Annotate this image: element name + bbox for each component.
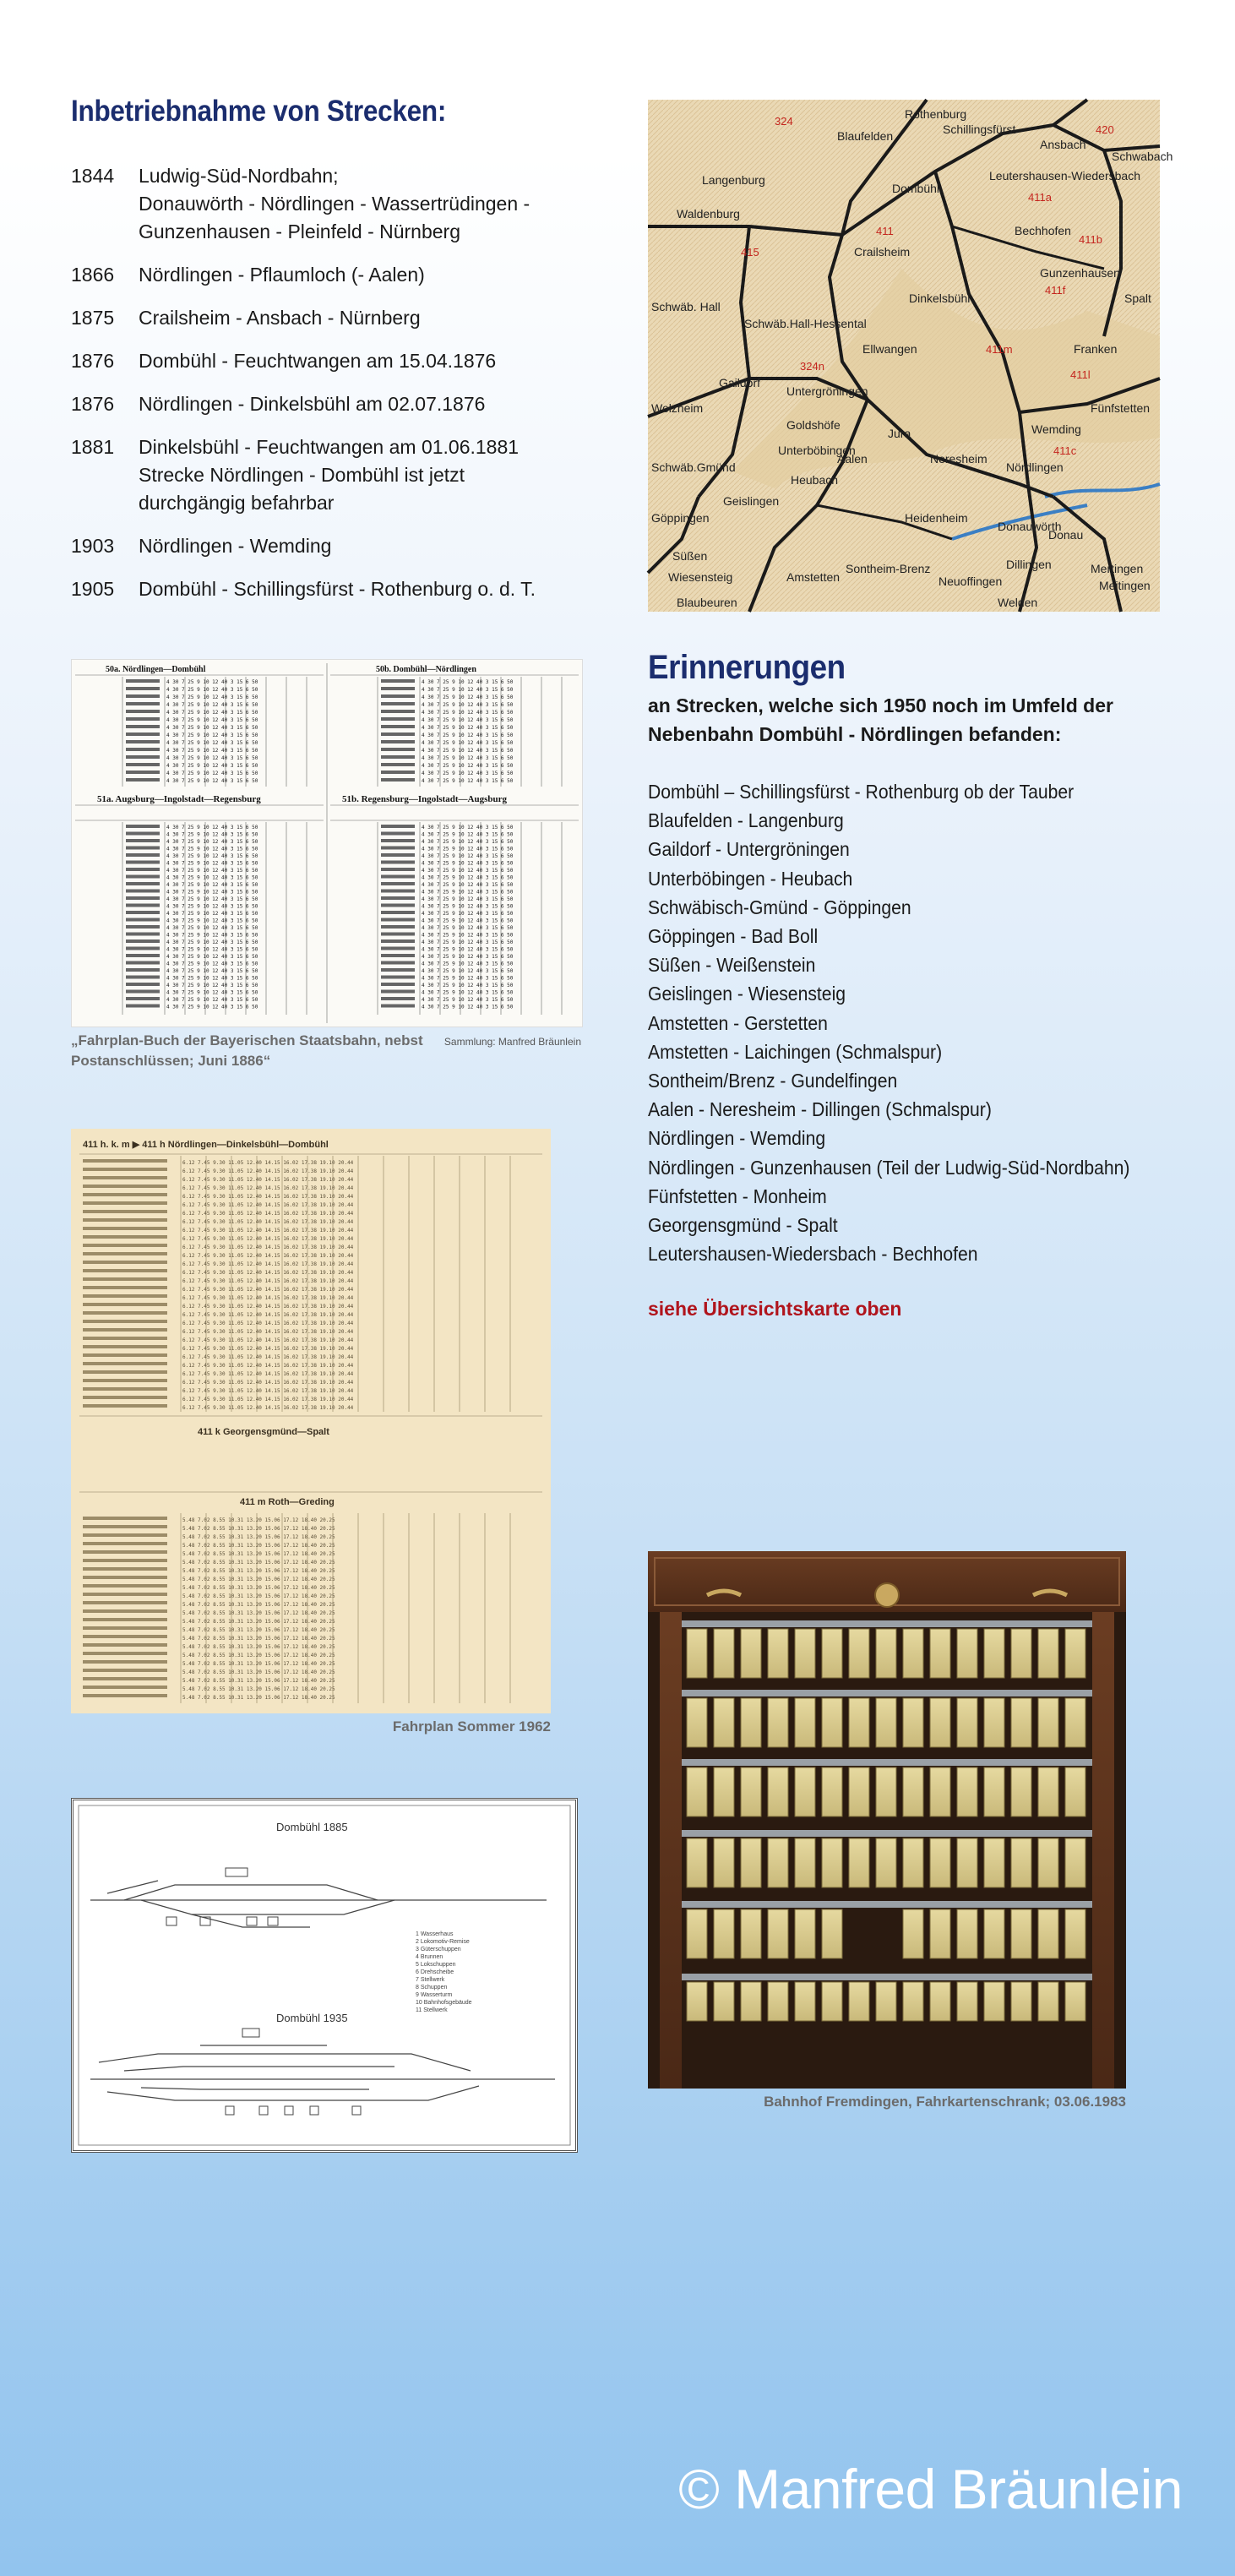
svg-text:5.48 7.02 8.55 10.31 13.20 1: 5.48 7.02 8.55 10.31 13.20 15.06 17.12 18.40 20.25 <box>182 1686 335 1692</box>
svg-text:6.12 7.45 9.30 11.05 12.40 1: 6.12 7.45 9.30 11.05 12.40 14.15 16.02 17.38 19.10 20.44 <box>182 1304 354 1310</box>
inbetriebnahme-list <box>71 162 595 618</box>
svg-text:6.12 7.45 9.30 11.05 12.40 1: 6.12 7.45 9.30 11.05 12.40 14.15 16.02 17.38 19.10 20.44 <box>182 1236 354 1242</box>
svg-text:4 30 7 25 9 10 12 40 3 15: 4 30 7 25 9 10 12 40 3 15 6 50 <box>166 694 258 700</box>
map-place-label: Sontheim-Brenz <box>846 562 931 575</box>
timeline-route-line: Dombühl - Schillingsfürst - Rothenburg o. d. T. <box>139 578 536 600</box>
svg-text:4 30 7 25 9 10 12 40 3 15: 4 30 7 25 9 10 12 40 3 15 6 50 <box>422 853 514 859</box>
svg-text:6.12 7.45 9.30 11.05 12.40 1: 6.12 7.45 9.30 11.05 12.40 14.15 16.02 17.38 19.10 20.44 <box>182 1244 354 1250</box>
svg-text:4 30 7 25 9 10 12 40 3 15: 4 30 7 25 9 10 12 40 3 15 6 50 <box>422 860 514 867</box>
svg-text:4 30 7 25 9 10 12 40 3 15: 4 30 7 25 9 10 12 40 3 15 6 50 <box>422 939 514 945</box>
svg-text:6.12 7.45 9.30 11.05 12.40 1: 6.12 7.45 9.30 11.05 12.40 14.15 16.02 17.38 19.10 20.44 <box>182 1219 354 1225</box>
svg-text:4 30 7 25 9 10 12 40 3 15: 4 30 7 25 9 10 12 40 3 15 6 50 <box>166 679 258 685</box>
map-place-label: Donau <box>1048 528 1084 542</box>
timeline-route-line: Nördlingen - Pflaumloch (- Aalen) <box>139 264 425 286</box>
map-route-number: 411 <box>876 225 894 237</box>
timetable-book-1886-image <box>71 659 583 1027</box>
track-plan-svg <box>73 1800 575 2150</box>
erinnerung-route-item: Göppingen - Bad Boll <box>648 925 819 948</box>
svg-text:6.12 7.45 9.30 11.05 12.40 1: 6.12 7.45 9.30 11.05 12.40 14.15 16.02 17.38 19.10 20.44 <box>182 1261 354 1267</box>
map-route-number: 324 <box>775 115 793 128</box>
svg-text:4 30 7 25 9 10 12 40 3 15: 4 30 7 25 9 10 12 40 3 15 6 50 <box>166 839 258 845</box>
map-route-number: 420 <box>1096 123 1114 136</box>
tt1-right-header: 51b. Regensburg—Ingolstadt—Augsburg <box>342 794 507 804</box>
map-place-label: Aalen <box>837 452 868 466</box>
track-plan-legend-item: 6 Drehscheibe <box>416 1969 454 1975</box>
svg-text:6.12 7.45 9.30 11.05 12.40 1: 6.12 7.45 9.30 11.05 12.40 14.15 16.02 17.38 19.10 20.44 <box>182 1160 354 1166</box>
svg-text:5.48 7.02 8.55 10.31 13.20 1: 5.48 7.02 8.55 10.31 13.20 15.06 17.12 18.40 20.25 <box>182 1653 335 1658</box>
map-place-label: Gunzenhausen <box>1040 266 1120 280</box>
map-place-label: Heubach <box>791 473 839 487</box>
svg-text:4 30 7 25 9 10 12 40 3 15: 4 30 7 25 9 10 12 40 3 15 6 50 <box>166 889 258 896</box>
tt1-left-header: 51a. Augsburg—Ingolstadt—Regensburg <box>97 794 261 804</box>
svg-text:4 30 7 25 9 10 12 40 3 15: 4 30 7 25 9 10 12 40 3 15 6 50 <box>166 997 258 1003</box>
svg-text:4 30 7 25 9 10 12 40 3 15: 4 30 7 25 9 10 12 40 3 15 6 50 <box>422 975 514 982</box>
svg-text:4 30 7 25 9 10 12 40 3 15: 4 30 7 25 9 10 12 40 3 15 6 50 <box>422 874 514 881</box>
timeline-route-line: Crailsheim - Ansbach - Nürnberg <box>139 307 421 329</box>
map-place-label: Schwabach <box>1112 150 1173 163</box>
svg-text:6.12 7.45 9.30 11.05 12.40 1: 6.12 7.45 9.30 11.05 12.40 14.15 16.02 17.38 19.10 20.44 <box>182 1354 354 1360</box>
svg-text:4 30 7 25 9 10 12 40 3 15: 4 30 7 25 9 10 12 40 3 15 6 50 <box>422 771 514 776</box>
svg-text:6.12 7.45 9.30 11.05 12.40 1: 6.12 7.45 9.30 11.05 12.40 14.15 16.02 17.38 19.10 20.44 <box>182 1185 354 1191</box>
svg-text:4 30 7 25 9 10 12 40 3 15: 4 30 7 25 9 10 12 40 3 15 6 50 <box>166 1004 258 1010</box>
erinnerung-route-item: Nördlingen - Gunzenhausen (Teil der Ludwig-Süd-Nordbahn) <box>648 1156 1130 1179</box>
svg-text:4 30 7 25 9 10 12 40 3 15: 4 30 7 25 9 10 12 40 3 15 6 50 <box>166 748 258 754</box>
svg-text:4 30 7 25 9 10 12 40 3 15: 4 30 7 25 9 10 12 40 3 15 6 50 <box>422 925 514 931</box>
svg-text:6.12 7.45 9.30 11.05 12.40 1: 6.12 7.45 9.30 11.05 12.40 14.15 16.02 17.38 19.10 20.44 <box>182 1228 354 1234</box>
map-route-number: 324n <box>800 360 824 373</box>
map-place-label: Neresheim <box>930 452 987 466</box>
map-place-label: Heidenheim <box>905 511 968 525</box>
ticket-cabinet-caption: Bahnhof Fremdingen, Fahrkartenschrank; 03.06.1983 <box>764 2094 1126 2110</box>
track-plan-1935-title: Dombühl 1935 <box>276 2012 348 2024</box>
svg-text:4 30 7 25 9 10 12 40 3 15: 4 30 7 25 9 10 12 40 3 15 6 50 <box>166 725 258 731</box>
svg-text:4 30 7 25 9 10 12 40 3 15: 4 30 7 25 9 10 12 40 3 15 6 50 <box>166 732 258 738</box>
svg-text:4 30 7 25 9 10 12 40 3 15: 4 30 7 25 9 10 12 40 3 15 6 50 <box>422 717 514 723</box>
svg-text:4 30 7 25 9 10 12 40 3 15: 4 30 7 25 9 10 12 40 3 15 6 50 <box>166 860 258 867</box>
svg-text:6.12 7.45 9.30 11.05 12.40 1: 6.12 7.45 9.30 11.05 12.40 14.15 16.02 17.38 19.10 20.44 <box>182 1388 354 1394</box>
timeline-route-line: Nördlingen - Dinkelsbühl am 02.07.1876 <box>139 393 486 415</box>
track-plan-legend-item: 5 Lokschuppen <box>416 1962 456 1968</box>
svg-text:4 30 7 25 9 10 12 40 3 15: 4 30 7 25 9 10 12 40 3 15 6 50 <box>422 725 514 731</box>
svg-text:4 30 7 25 9 10 12 40 3 15: 4 30 7 25 9 10 12 40 3 15 6 50 <box>422 748 514 754</box>
map-route-number: 411f <box>1045 284 1066 297</box>
timeline-year: 1876 <box>71 393 115 415</box>
track-plan-legend-item: 8 Schuppen <box>416 1985 448 1991</box>
svg-text:5.48 7.02 8.55 10.31 13.20 1: 5.48 7.02 8.55 10.31 13.20 15.06 17.12 18.40 20.25 <box>182 1568 335 1574</box>
svg-text:5.48 7.02 8.55 10.31 13.20 1: 5.48 7.02 8.55 10.31 13.20 15.06 17.12 18.40 20.25 <box>182 1585 335 1591</box>
timeline-entry <box>71 304 595 332</box>
track-plan-legend-item: 4 Brunnen <box>416 1954 443 1960</box>
map-place-label: Blaubeuren <box>677 596 737 609</box>
svg-text:4 30 7 25 9 10 12 40 3 15: 4 30 7 25 9 10 12 40 3 15 6 50 <box>422 825 514 831</box>
map-place-label: Geislingen <box>723 494 780 508</box>
svg-text:6.12 7.45 9.30 11.05 12.40 1: 6.12 7.45 9.30 11.05 12.40 14.15 16.02 17.38 19.10 20.44 <box>182 1295 354 1301</box>
svg-text:4 30 7 25 9 10 12 40 3 15: 4 30 7 25 9 10 12 40 3 15 6 50 <box>166 983 258 988</box>
svg-text:4 30 7 25 9 10 12 40 3 15: 4 30 7 25 9 10 12 40 3 15 6 50 <box>422 839 514 845</box>
svg-text:6.12 7.45 9.30 11.05 12.40 1: 6.12 7.45 9.30 11.05 12.40 14.15 16.02 17.38 19.10 20.44 <box>182 1321 354 1326</box>
map-place-label: Blaufelden <box>837 129 894 143</box>
svg-text:4 30 7 25 9 10 12 40 3 15: 4 30 7 25 9 10 12 40 3 15 6 50 <box>166 882 258 888</box>
map-place-label: Ansbach <box>1040 138 1086 151</box>
erinnerung-route-item: Leutershausen-Wiedersbach - Bechhofen <box>648 1243 978 1266</box>
timeline-route-line: Donauwörth - Nördlingen - Wassertrüdingen - <box>139 193 530 215</box>
track-plan-legend-item: 9 Wasserturm <box>416 1992 453 1998</box>
inbetriebnahme-title: Inbetriebnahme von Strecken: <box>71 95 447 128</box>
svg-text:6.12 7.45 9.30 11.05 12.40 1: 6.12 7.45 9.30 11.05 12.40 14.15 16.02 17.38 19.10 20.44 <box>182 1405 354 1411</box>
svg-text:4 30 7 25 9 10 12 40 3 15: 4 30 7 25 9 10 12 40 3 15 6 50 <box>166 702 258 708</box>
erinnerung-route-item: Aalen - Neresheim - Dillingen (Schmalspur) <box>648 1098 992 1121</box>
erinnerung-route-item: Nördlingen - Wemding <box>648 1127 826 1150</box>
timeline-route-line: Dinkelsbühl - Feuchtwangen am 01.06.1881 <box>139 436 520 458</box>
map-place-label: Waldenburg <box>677 207 740 221</box>
map-route-number: 411a <box>1028 191 1052 204</box>
svg-text:4 30 7 25 9 10 12 40 3 15: 4 30 7 25 9 10 12 40 3 15 6 50 <box>166 825 258 831</box>
timeline-year: 1903 <box>71 535 115 557</box>
svg-text:6.12 7.45 9.30 11.05 12.40 1: 6.12 7.45 9.30 11.05 12.40 14.15 16.02 17.38 19.10 20.44 <box>182 1380 354 1386</box>
svg-text:4 30 7 25 9 10 12 40 3 15: 4 30 7 25 9 10 12 40 3 15 6 50 <box>166 717 258 723</box>
svg-text:6.12 7.45 9.30 11.05 12.40 1: 6.12 7.45 9.30 11.05 12.40 14.15 16.02 17.38 19.10 20.44 <box>182 1287 354 1293</box>
svg-text:4 30 7 25 9 10 12 40 3 15: 4 30 7 25 9 10 12 40 3 15 6 50 <box>166 975 258 982</box>
svg-text:4 30 7 25 9 10 12 40 3 15: 4 30 7 25 9 10 12 40 3 15 6 50 <box>422 763 514 769</box>
map-place-label: Spalt <box>1124 291 1151 305</box>
timeline-route-line: durchgängig befahrbar <box>139 492 335 514</box>
map-route-number: 411c <box>1053 444 1077 457</box>
svg-text:4 30 7 25 9 10 12 40 3 15: 4 30 7 25 9 10 12 40 3 15 6 50 <box>166 925 258 931</box>
svg-text:4 30 7 25 9 10 12 40 3 15: 4 30 7 25 9 10 12 40 3 15 6 50 <box>166 778 258 784</box>
svg-text:6.12 7.45 9.30 11.05 12.40 1: 6.12 7.45 9.30 11.05 12.40 14.15 16.02 17.38 19.10 20.44 <box>182 1194 354 1200</box>
svg-text:5.48 7.02 8.55 10.31 13.20 1: 5.48 7.02 8.55 10.31 13.20 15.06 17.12 18.40 20.25 <box>182 1517 335 1523</box>
timeline-route <box>139 532 595 560</box>
svg-text:6.12 7.45 9.30 11.05 12.40 1: 6.12 7.45 9.30 11.05 12.40 14.15 16.02 17.38 19.10 20.44 <box>182 1363 354 1369</box>
map-place-label: Schwäb.Gmünd <box>651 460 736 474</box>
svg-text:4 30 7 25 9 10 12 40 3 15: 4 30 7 25 9 10 12 40 3 15 6 50 <box>166 874 258 881</box>
track-plan-1885-title: Dombühl 1885 <box>276 1821 348 1833</box>
map-place-label: Leutershausen-Wiedersbach <box>989 169 1140 182</box>
svg-text:4 30 7 25 9 10 12 40 3 15: 4 30 7 25 9 10 12 40 3 15 6 50 <box>422 732 514 738</box>
svg-text:4 30 7 25 9 10 12 40 3 15: 4 30 7 25 9 10 12 40 3 15 6 50 <box>422 903 514 910</box>
svg-text:5.48 7.02 8.55 10.31 13.20 1: 5.48 7.02 8.55 10.31 13.20 15.06 17.12 18.40 20.25 <box>182 1661 335 1667</box>
erinnerung-route-item: Gaildorf - Untergröningen <box>648 838 850 861</box>
svg-text:6.12 7.45 9.30 11.05 12.40 1: 6.12 7.45 9.30 11.05 12.40 14.15 16.02 17.38 19.10 20.44 <box>182 1177 354 1183</box>
svg-text:4 30 7 25 9 10 12 40 3 15: 4 30 7 25 9 10 12 40 3 15 6 50 <box>166 853 258 859</box>
ticket-cabinet-svg <box>648 1551 1126 2089</box>
svg-text:6.12 7.45 9.30 11.05 12.40 1: 6.12 7.45 9.30 11.05 12.40 14.15 16.02 17.38 19.10 20.44 <box>182 1278 354 1284</box>
erinnerung-route-item: Fünfstetten - Monheim <box>648 1185 827 1207</box>
svg-text:4 30 7 25 9 10 12 40 3 15: 4 30 7 25 9 10 12 40 3 15 6 50 <box>166 903 258 910</box>
tt2-header3: 411 m Roth—Greding <box>240 1497 335 1507</box>
timeline-route <box>139 304 595 332</box>
map-place-label: Unterböbingen <box>778 444 856 457</box>
map-place-label: Rothenburg <box>905 107 967 121</box>
svg-text:4 30 7 25 9 10 12 40 3 15: 4 30 7 25 9 10 12 40 3 15 6 50 <box>422 687 514 693</box>
map-place-label: Mertingen <box>1091 562 1144 575</box>
svg-text:4 30 7 25 9 10 12 40 3 15: 4 30 7 25 9 10 12 40 3 15 6 50 <box>422 740 514 746</box>
tt2-header1: 411 h. k. m ▶ 411 h Nördlingen—Dinkelsbühl—Dombühl <box>83 1140 329 1150</box>
svg-text:4 30 7 25 9 10 12 40 3 15: 4 30 7 25 9 10 12 40 3 15 6 50 <box>166 868 258 874</box>
svg-text:4 30 7 25 9 10 12 40 3 15: 4 30 7 25 9 10 12 40 3 15 6 50 <box>166 755 258 761</box>
svg-text:6.12 7.45 9.30 11.05 12.40 1: 6.12 7.45 9.30 11.05 12.40 14.15 16.02 17.38 19.10 20.44 <box>182 1202 354 1208</box>
timetable-book-credit: Sammlung: Manfred Bräunlein <box>443 1036 581 1048</box>
map-route-number: 411b <box>1079 233 1102 246</box>
timeline-entry <box>71 261 595 289</box>
map-place-label: Amstetten <box>786 570 841 584</box>
timeline-year: 1844 <box>71 165 115 187</box>
map-place-label: Dinkelsbühl <box>909 291 971 305</box>
timeline-year: 1866 <box>71 264 115 286</box>
svg-text:4 30 7 25 9 10 12 40 3 15: 4 30 7 25 9 10 12 40 3 15 6 50 <box>166 687 258 693</box>
svg-text:6.12 7.45 9.30 11.05 12.40 1: 6.12 7.45 9.30 11.05 12.40 14.15 16.02 17.38 19.10 20.44 <box>182 1312 354 1318</box>
svg-text:4 30 7 25 9 10 12 40 3 15: 4 30 7 25 9 10 12 40 3 15 6 50 <box>422 918 514 924</box>
timeline-year: 1875 <box>71 307 115 329</box>
svg-text:5.48 7.02 8.55 10.31 13.20 1: 5.48 7.02 8.55 10.31 13.20 15.06 17.12 18.40 20.25 <box>182 1577 335 1582</box>
svg-text:5.48 7.02 8.55 10.31 13.20 1: 5.48 7.02 8.55 10.31 13.20 15.06 17.12 18.40 20.25 <box>182 1636 335 1642</box>
timeline-route <box>139 261 595 289</box>
svg-text:4 30 7 25 9 10 12 40 3 15: 4 30 7 25 9 10 12 40 3 15 6 50 <box>422 896 514 902</box>
map-place-label: Nördlingen <box>1006 460 1064 474</box>
erinnerungen-subtitle: an Strecken, welche sich 1950 noch im Umfeld der Nebenbahn Dombühl - Nördlingen befanden: <box>648 694 1113 745</box>
svg-text:4 30 7 25 9 10 12 40 3 15: 4 30 7 25 9 10 12 40 3 15 6 50 <box>422 911 514 917</box>
svg-text:4 30 7 25 9 10 12 40 3 15: 4 30 7 25 9 10 12 40 3 15 6 50 <box>422 882 514 888</box>
map-place-label: Neuoffingen <box>938 575 1003 588</box>
timeline-entry <box>71 575 595 603</box>
map-route-number: 411m <box>986 343 1013 356</box>
tt1-top-left-header: 50a. Nördlingen—Dombühl <box>106 665 206 674</box>
svg-text:6.12 7.45 9.30 11.05 12.40 1: 6.12 7.45 9.30 11.05 12.40 14.15 16.02 17.38 19.10 20.44 <box>182 1168 354 1174</box>
track-plan-legend-item: 1 Wasserhaus <box>416 1931 454 1937</box>
svg-text:4 30 7 25 9 10 12 40 3 15: 4 30 7 25 9 10 12 40 3 15 6 50 <box>422 889 514 896</box>
svg-text:6.12 7.45 9.30 11.05 12.40 1: 6.12 7.45 9.30 11.05 12.40 14.15 16.02 17.38 19.10 20.44 <box>182 1346 354 1352</box>
svg-text:4 30 7 25 9 10 12 40 3 15: 4 30 7 25 9 10 12 40 3 15 6 50 <box>422 694 514 700</box>
svg-text:5.48 7.02 8.55 10.31 13.20 1: 5.48 7.02 8.55 10.31 13.20 15.06 17.12 18.40 20.25 <box>182 1551 335 1557</box>
timeline-route-line: Ludwig-Süd-Nordbahn; <box>139 165 339 187</box>
svg-text:4 30 7 25 9 10 12 40 3 15: 4 30 7 25 9 10 12 40 3 15 6 50 <box>422 831 514 838</box>
track-plan-dombuehl-image <box>71 1798 578 2153</box>
map-place-label: Göppingen <box>651 511 710 525</box>
erinnerung-route-item: Georgensgmünd - Spalt <box>648 1214 838 1237</box>
timeline-route <box>139 433 595 517</box>
svg-text:5.48 7.02 8.55 10.31 13.20 1: 5.48 7.02 8.55 10.31 13.20 15.06 17.12 18.40 20.25 <box>182 1534 335 1540</box>
svg-text:6.12 7.45 9.30 11.05 12.40 1: 6.12 7.45 9.30 11.05 12.40 14.15 16.02 17.38 19.10 20.44 <box>182 1371 354 1377</box>
svg-text:4 30 7 25 9 10 12 40 3 15: 4 30 7 25 9 10 12 40 3 15 6 50 <box>422 679 514 685</box>
timeline-route-line: Dombühl - Feuchtwangen am 15.04.1876 <box>139 350 497 372</box>
timeline-route-line: Gunzenhausen - Pleinfeld - Nürnberg <box>139 221 461 242</box>
svg-text:6.12 7.45 9.30 11.05 12.40 1: 6.12 7.45 9.30 11.05 12.40 14.15 16.02 17.38 19.10 20.44 <box>182 1397 354 1402</box>
erinnerung-route-item: Blaufelden - Langenburg <box>648 809 844 832</box>
timetable-book-caption: „Fahrplan-Buch der Bayerischen Staatsbahn, nebst Postanschlüssen; Juni 1886“ <box>71 1032 423 1069</box>
timetable-1962-svg <box>71 1129 551 1713</box>
svg-text:4 30 7 25 9 10 12 40 3 15: 4 30 7 25 9 10 12 40 3 15 6 50 <box>422 702 514 708</box>
timetable-1962-image <box>71 1129 551 1713</box>
map-place-label: Ellwangen <box>862 342 917 356</box>
svg-text:4 30 7 25 9 10 12 40 3 15: 4 30 7 25 9 10 12 40 3 15 6 50 <box>166 961 258 967</box>
track-plan-legend-item: 11 Stellwerk <box>416 2007 448 2013</box>
svg-text:6.12 7.45 9.30 11.05 12.40 1: 6.12 7.45 9.30 11.05 12.40 14.15 16.02 17.38 19.10 20.44 <box>182 1270 354 1276</box>
svg-text:4 30 7 25 9 10 12 40 3 15: 4 30 7 25 9 10 12 40 3 15 6 50 <box>422 997 514 1003</box>
svg-text:5.48 7.02 8.55 10.31 13.20 1: 5.48 7.02 8.55 10.31 13.20 15.06 17.12 18.40 20.25 <box>182 1695 335 1701</box>
overview-map-link[interactable]: siehe Übersichtskarte oben <box>648 1298 902 1320</box>
erinnerung-route-item: Geislingen - Wiesensteig <box>648 983 846 1005</box>
erinnerung-route-item: Dombühl – Schillingsfürst - Rothenburg ob der Tauber <box>648 781 1075 803</box>
svg-text:4 30 7 25 9 10 12 40 3 15: 4 30 7 25 9 10 12 40 3 15 6 50 <box>422 983 514 988</box>
track-plan-legend-item: 3 Güterschuppen <box>416 1947 461 1952</box>
erinnerung-route-item: Süßen - Weißenstein <box>648 954 816 977</box>
svg-text:4 30 7 25 9 10 12 40 3 15: 4 30 7 25 9 10 12 40 3 15 6 50 <box>422 946 514 953</box>
timeline-year: 1881 <box>71 436 115 458</box>
svg-text:5.48 7.02 8.55 10.31 13.20 1: 5.48 7.02 8.55 10.31 13.20 15.06 17.12 18.40 20.25 <box>182 1678 335 1684</box>
timeline-entry <box>71 532 595 560</box>
svg-text:5.48 7.02 8.55 10.31 13.20 1: 5.48 7.02 8.55 10.31 13.20 15.06 17.12 18.40 20.25 <box>182 1644 335 1650</box>
erinnerungen-list <box>648 777 1205 1268</box>
map-place-label: Süßen <box>672 549 708 563</box>
svg-text:5.48 7.02 8.55 10.31 13.20 1: 5.48 7.02 8.55 10.31 13.20 15.06 17.12 18.40 20.25 <box>182 1627 335 1633</box>
svg-text:4 30 7 25 9 10 12 40 3 15: 4 30 7 25 9 10 12 40 3 15 6 50 <box>166 968 258 974</box>
map-place-label: Schillingsfürst <box>943 123 1016 136</box>
map-place-label: Crailsheim <box>854 245 911 259</box>
timeline-route <box>139 390 595 418</box>
copyright-notice: © Manfred Bräunlein <box>678 2458 1183 2520</box>
tt2-header2: 411 k Georgensgmünd—Spalt <box>198 1427 329 1437</box>
svg-text:4 30 7 25 9 10 12 40 3 15: 4 30 7 25 9 10 12 40 3 15 6 50 <box>166 740 258 746</box>
timeline-entry <box>71 162 595 246</box>
svg-text:5.48 7.02 8.55 10.31 13.20 1: 5.48 7.02 8.55 10.31 13.20 15.06 17.12 18.40 20.25 <box>182 1543 335 1549</box>
map-place-label: Fünfstetten <box>1091 401 1151 415</box>
svg-text:6.12 7.45 9.30 11.05 12.40 1: 6.12 7.45 9.30 11.05 12.40 14.15 16.02 17.38 19.10 20.44 <box>182 1253 354 1259</box>
svg-text:5.48 7.02 8.55 10.31 13.20 1: 5.48 7.02 8.55 10.31 13.20 15.06 17.12 18.40 20.25 <box>182 1669 335 1675</box>
svg-text:5.48 7.02 8.55 10.31 13.20 1: 5.48 7.02 8.55 10.31 13.20 15.06 17.12 18.40 20.25 <box>182 1526 335 1532</box>
svg-text:4 30 7 25 9 10 12 40 3 15: 4 30 7 25 9 10 12 40 3 15 6 50 <box>166 710 258 716</box>
erinnerung-route-item: Unterböbingen - Heubach <box>648 867 853 890</box>
timeline-entry <box>71 347 595 375</box>
svg-text:5.48 7.02 8.55 10.31 13.20 1: 5.48 7.02 8.55 10.31 13.20 15.06 17.12 18.40 20.25 <box>182 1593 335 1599</box>
track-plan-legend-item: 10 Bahnhofsgebäude <box>416 2000 472 2006</box>
svg-text:6.12 7.45 9.30 11.05 12.40 1: 6.12 7.45 9.30 11.05 12.40 14.15 16.02 17.38 19.10 20.44 <box>182 1337 354 1343</box>
svg-text:5.48 7.02 8.55 10.31 13.20 1: 5.48 7.02 8.55 10.31 13.20 15.06 17.12 18.40 20.25 <box>182 1560 335 1566</box>
svg-text:4 30 7 25 9 10 12 40 3 15: 4 30 7 25 9 10 12 40 3 15 6 50 <box>422 932 514 939</box>
map-place-label: Wemding <box>1031 422 1081 436</box>
svg-text:4 30 7 25 9 10 12 40 3 15: 4 30 7 25 9 10 12 40 3 15 6 50 <box>166 954 258 960</box>
map-place-label: Meitingen <box>1099 579 1151 592</box>
map-route-number: 415 <box>741 246 759 259</box>
erinnerung-route-item: Schwäbisch-Gmünd - Göppingen <box>648 896 911 918</box>
route-map-svg <box>648 100 1173 612</box>
map-place-label: Wiesensteig <box>668 570 733 584</box>
timeline-route <box>139 162 595 246</box>
svg-text:4 30 7 25 9 10 12 40 3 15: 4 30 7 25 9 10 12 40 3 15 6 50 <box>166 846 258 852</box>
svg-text:4 30 7 25 9 10 12 40 3 15: 4 30 7 25 9 10 12 40 3 15 6 50 <box>422 961 514 967</box>
track-plan-legend-item: 2 Lokomotiv-Remise <box>416 1939 470 1945</box>
svg-text:4 30 7 25 9 10 12 40 3 15: 4 30 7 25 9 10 12 40 3 15 6 50 <box>166 771 258 776</box>
track-plan-legend-item: 7 Stellwerk <box>416 1977 445 1983</box>
map-place-label: Dillingen <box>1006 558 1052 571</box>
map-place-label: Schwäb. Hall <box>651 300 721 313</box>
map-place-label: Welzheim <box>651 401 704 415</box>
map-place-label: Schwäb.Hall-Hessental <box>744 317 867 330</box>
timetable-1886-svg <box>72 660 582 1027</box>
timeline-entry <box>71 433 595 517</box>
svg-text:4 30 7 25 9 10 12 40 3 15: 4 30 7 25 9 10 12 40 3 15 6 50 <box>422 846 514 852</box>
map-place-label: Welden <box>998 596 1038 609</box>
svg-text:4 30 7 25 9 10 12 40 3 15: 4 30 7 25 9 10 12 40 3 15 6 50 <box>166 911 258 917</box>
svg-text:4 30 7 25 9 10 12 40 3 15: 4 30 7 25 9 10 12 40 3 15 6 50 <box>166 946 258 953</box>
map-place-label: Untergröningen <box>786 384 868 398</box>
svg-text:4 30 7 25 9 10 12 40 3 15: 4 30 7 25 9 10 12 40 3 15 6 50 <box>166 989 258 996</box>
timetable-1962-caption: Fahrplan Sommer 1962 <box>392 1718 551 1735</box>
route-map-image <box>648 100 1173 612</box>
svg-text:6.12 7.45 9.30 11.05 12.40 1: 6.12 7.45 9.30 11.05 12.40 14.15 16.02 17.38 19.10 20.44 <box>182 1329 354 1335</box>
svg-text:6.12 7.45 9.30 11.05 12.40 1: 6.12 7.45 9.30 11.05 12.40 14.15 16.02 17.38 19.10 20.44 <box>182 1211 354 1217</box>
svg-text:4 30 7 25 9 10 12 40 3 15: 4 30 7 25 9 10 12 40 3 15 6 50 <box>166 831 258 838</box>
svg-text:4 30 7 25 9 10 12 40 3 15: 4 30 7 25 9 10 12 40 3 15 6 50 <box>422 755 514 761</box>
svg-text:4 30 7 25 9 10 12 40 3 15: 4 30 7 25 9 10 12 40 3 15 6 50 <box>166 932 258 939</box>
map-place-label: Jura <box>888 427 911 440</box>
erinnerung-route-item: Amstetten - Laichingen (Schmalspur) <box>648 1040 943 1063</box>
svg-text:4 30 7 25 9 10 12 40 3 15: 4 30 7 25 9 10 12 40 3 15 6 50 <box>422 968 514 974</box>
map-place-label: Donauwörth <box>998 520 1062 533</box>
timeline-route-line: Nördlingen - Wemding <box>139 535 332 557</box>
svg-text:4 30 7 25 9 10 12 40 3 15: 4 30 7 25 9 10 12 40 3 15 6 50 <box>166 939 258 945</box>
svg-text:4 30 7 25 9 10 12 40 3 15: 4 30 7 25 9 10 12 40 3 15 6 50 <box>166 763 258 769</box>
map-place-label: Gaildorf <box>719 376 761 389</box>
map-place-label: Langenburg <box>702 173 765 187</box>
svg-text:4 30 7 25 9 10 12 40 3 15: 4 30 7 25 9 10 12 40 3 15 6 50 <box>422 989 514 996</box>
map-place-label: Dombühl <box>892 182 940 195</box>
map-place-label: Bechhofen <box>1015 224 1071 237</box>
timeline-route <box>139 575 595 603</box>
svg-text:4 30 7 25 9 10 12 40 3 15: 4 30 7 25 9 10 12 40 3 15 6 50 <box>166 896 258 902</box>
svg-text:4 30 7 25 9 10 12 40 3 15: 4 30 7 25 9 10 12 40 3 15 6 50 <box>422 710 514 716</box>
erinnerung-route-item: Sontheim/Brenz - Gundelfingen <box>648 1070 898 1092</box>
timeline-year: 1905 <box>71 578 115 600</box>
svg-text:4 30 7 25 9 10 12 40 3 15: 4 30 7 25 9 10 12 40 3 15 6 50 <box>422 954 514 960</box>
ticket-cabinet-photo <box>648 1551 1126 2089</box>
svg-text:4 30 7 25 9 10 12 40 3 15: 4 30 7 25 9 10 12 40 3 15 6 50 <box>166 918 258 924</box>
tt1-top-right-header: 50b. Dombühl—Nördlingen <box>376 665 476 674</box>
map-place-label: Goldshöfe <box>786 418 841 432</box>
svg-text:4 30 7 25 9 10 12 40 3 15: 4 30 7 25 9 10 12 40 3 15 6 50 <box>422 868 514 874</box>
timeline-route <box>139 347 595 375</box>
erinnerung-route-item: Amstetten - Gerstetten <box>648 1011 828 1034</box>
timeline-route-line: Strecke Nördlingen - Dombühl ist jetzt <box>139 464 465 486</box>
svg-text:5.48 7.02 8.55 10.31 13.20 1: 5.48 7.02 8.55 10.31 13.20 15.06 17.12 18.40 20.25 <box>182 1619 335 1625</box>
timeline-entry <box>71 390 595 418</box>
erinnerungen-title: Erinnerungen <box>648 649 846 686</box>
svg-text:4 30 7 25 9 10 12 40 3 15: 4 30 7 25 9 10 12 40 3 15 6 50 <box>422 778 514 784</box>
map-route-number: 411l <box>1070 368 1091 381</box>
svg-text:5.48 7.02 8.55 10.31 13.20 1: 5.48 7.02 8.55 10.31 13.20 15.06 17.12 18.40 20.25 <box>182 1610 335 1616</box>
map-place-label: Franken <box>1074 342 1118 356</box>
timeline-year: 1876 <box>71 350 115 372</box>
svg-text:5.48 7.02 8.55 10.31 13.20 1: 5.48 7.02 8.55 10.31 13.20 15.06 17.12 18.40 20.25 <box>182 1602 335 1608</box>
svg-text:4 30 7 25 9 10 12 40 3 15: 4 30 7 25 9 10 12 40 3 15 6 50 <box>422 1004 514 1010</box>
